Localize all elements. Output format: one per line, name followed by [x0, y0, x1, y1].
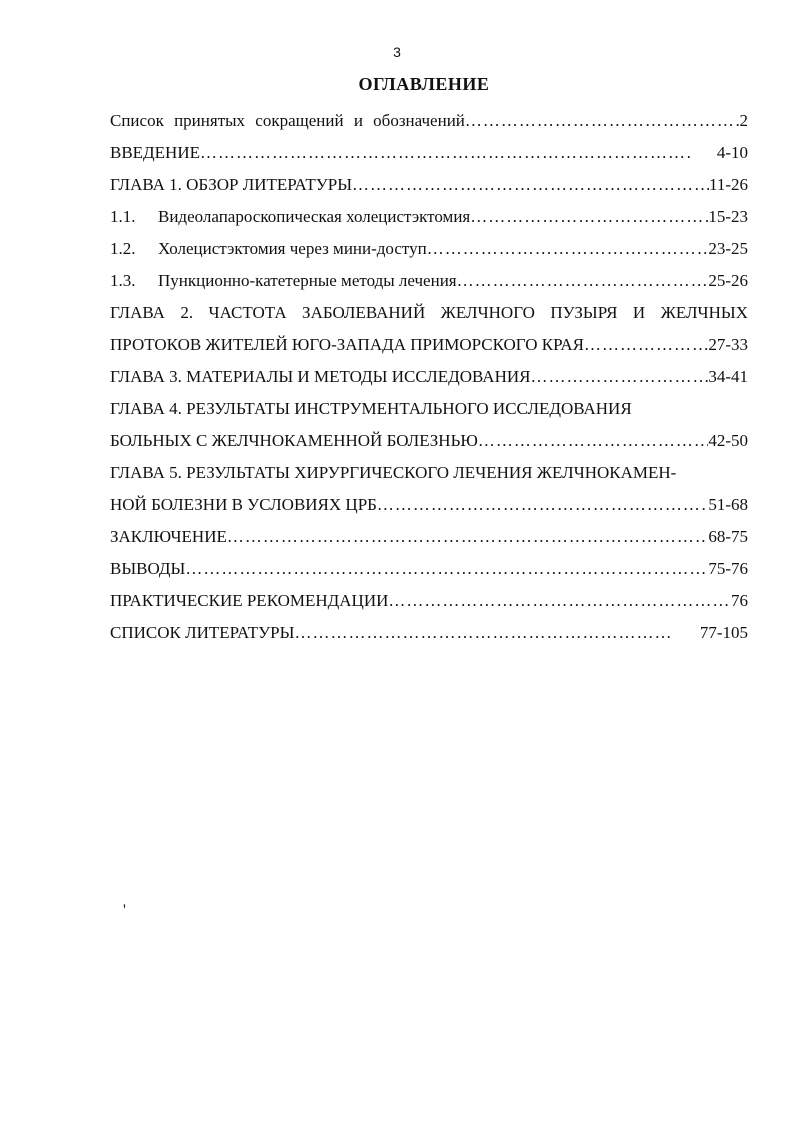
toc-entry-page: 68-75: [708, 527, 748, 546]
leader-dots: [388, 590, 731, 612]
toc-entry-introduction: [110, 142, 748, 164]
toc-entry-chapter-2-line-1: ГЛАВА 2. ЧАСТОТА ЗАБОЛЕВАНИЙ ЖЕЛЧНОГО ПУЗЫРЯ И ЖЕЛЧНЫХ: [110, 303, 748, 322]
stray-mark: ': [123, 902, 126, 919]
toc-entry-label: Холецистэктомия через мини-доступ: [158, 239, 427, 258]
toc-entry-chapter-1: [110, 174, 748, 196]
toc-entry-chapter-5-line-1: ГЛАВА 5. РЕЗУЛЬТАТЫ ХИРУРГИЧЕСКОГО ЛЕЧЕНИЯ ЖЕЛЧНОКАМЕН-: [110, 463, 677, 482]
toc-entry-label: ЗАКЛЮЧЕНИЕ: [110, 527, 227, 546]
leader-dots: [227, 526, 708, 548]
toc-entry-findings: [110, 558, 748, 580]
toc-entry-page: 15-23: [708, 207, 748, 226]
leader-dots: [200, 142, 691, 164]
toc-entry-page: 75-76: [708, 559, 748, 578]
toc-section-number: 1.1.: [110, 207, 136, 226]
leader-dots: [427, 238, 709, 260]
toc-entry-section-1-2: [110, 238, 748, 260]
toc-entry-page: 2: [739, 111, 748, 130]
toc-entry-section-1-3: [110, 270, 748, 292]
leader-dots: [584, 334, 708, 356]
toc-entry-label: Пункционно-катетерные методы лечения: [158, 271, 457, 290]
toc-entry-abbreviations: [110, 110, 748, 132]
toc-section-number: 1.2.: [110, 239, 136, 258]
leader-dots: [185, 558, 708, 580]
toc-entry-chapter-5: [110, 494, 748, 516]
toc-entry-page: 51-68: [708, 495, 748, 514]
leader-dots: [465, 110, 740, 132]
leader-dots: [457, 270, 709, 292]
toc-entry-label: Видеолапароскопическая холецистэктомия: [158, 207, 471, 226]
toc-entry-chapter-3: [110, 366, 748, 388]
toc-entry-practical-recommendations: [110, 590, 748, 612]
toc-entry-chapter-4: [110, 430, 748, 452]
toc-entry-label: НОЙ БОЛЕЗНИ В УСЛОВИЯХ ЦРБ: [110, 495, 377, 514]
toc-entry-chapter-2: [110, 334, 748, 356]
toc-entry-page: 25-26: [708, 271, 748, 290]
leader-dots: [470, 206, 708, 228]
toc-entry-label: БОЛЬНЫХ С ЖЕЛЧНОКАМЕННОЙ БОЛЕЗНЬЮ: [110, 431, 478, 450]
toc-entry-page: 23-25: [708, 239, 748, 258]
leader-dots: [377, 494, 708, 516]
toc-title: ОГЛАВЛЕНИЕ: [358, 74, 490, 94]
toc-entry-label: ГЛАВА 1. ОБЗОР ЛИТЕРАТУРЫ: [110, 175, 353, 194]
toc-entry-label: ПРОТОКОВ ЖИТЕЛЕЙ ЮГО-ЗАПАДА ПРИМОРСКОГО КРАЯ: [110, 335, 584, 354]
toc-entry-references: [110, 622, 748, 644]
toc-section-number: 1.3.: [110, 271, 136, 290]
toc-entry-page: 42-50: [708, 431, 748, 450]
toc-entry-conclusion: [110, 526, 748, 548]
toc-entry-chapter-4-line-1: ГЛАВА 4. РЕЗУЛЬТАТЫ ИНСТРУМЕНТАЛЬНОГО ИССЛЕДОВАНИЯ: [110, 399, 632, 418]
toc-entry-label: ГЛАВА 3. МАТЕРИАЛЫ И МЕТОДЫ ИССЛЕДОВАНИЯ: [110, 367, 531, 386]
toc-entry-page: 4-10: [716, 143, 748, 162]
leader-dots: [294, 622, 673, 644]
toc-entry-page: 76: [731, 591, 748, 610]
toc-entry-label: СПИСОК ЛИТЕРАТУРЫ: [110, 623, 295, 642]
toc-entry-label: ВВЕДЕНИЕ: [110, 143, 200, 162]
toc-entry-page: 27-33: [708, 335, 748, 354]
toc-entry-page: 77-105: [699, 623, 748, 642]
toc-entry-label: Список принятых сокращений и обозначений: [110, 111, 465, 130]
toc-entry-page: 11-26: [708, 175, 748, 194]
toc-entry-label: ВЫВОДЫ: [110, 559, 186, 578]
toc-entry-page: 34-41: [708, 367, 748, 386]
leader-dots: [530, 366, 708, 388]
toc-entry-label: ПРАКТИЧЕСКИЕ РЕКОМЕНДАЦИИ: [110, 591, 389, 610]
toc-entry-section-1-1: [110, 206, 748, 228]
leader-dots: [478, 430, 709, 452]
leader-dots: [352, 174, 709, 196]
page-number: 3: [393, 44, 401, 60]
